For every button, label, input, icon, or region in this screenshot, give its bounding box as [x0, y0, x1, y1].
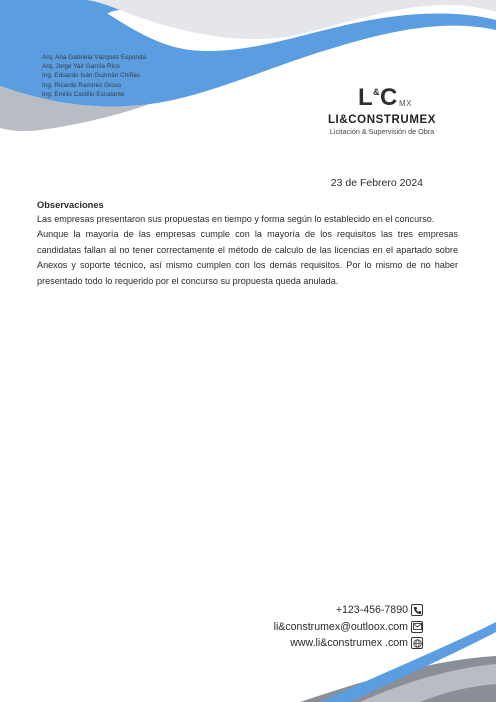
staff-name: Ing. Emilio Castillo Escalante	[42, 90, 125, 98]
company-logo	[320, 86, 444, 136]
logo-monogram	[320, 86, 444, 112]
logo-mx: MX	[399, 99, 412, 108]
logo-ampersand: &	[373, 87, 380, 97]
staff-list	[42, 53, 146, 99]
contact-website[interactable]: www.li&construmex .com	[290, 637, 408, 650]
letter-body	[37, 199, 458, 289]
company-name: LI&CONSTRUMEX	[327, 114, 437, 126]
section-heading: Observaciones	[37, 200, 104, 210]
contact-email[interactable]: li&construmex@outloox.com	[273, 620, 408, 633]
letter-date: 23 de Febrero 2024	[330, 177, 423, 189]
contact-phone[interactable]: +123-456-7890	[335, 604, 408, 617]
body-paragraph: Aunque la mayoría de las empresas cumple con la mayoría de los requisitos las tres empresas candidatas fallan al no tener correctamente el método de calculo de las licencias en el apartado sobre Anexos y soporte técnico, así mismo cumplen con los demás requisitos. Por lo mismo de no haber presentado todo lo requerido por el concurso su propuesta queda anulada.	[37, 229, 458, 286]
staff-name: Ing. Eduardo Iván Guzmán Chiñas	[42, 72, 141, 80]
body-paragraph: Las empresas presentaron sus propuestas en tiempo y forma según lo establecido en el concurso.	[37, 214, 435, 224]
footer-wave-decoration	[0, 612, 496, 702]
staff-name: Arq. Ana Gabriela Vázquez Esponda	[42, 54, 147, 61]
logo-letter-c: C	[380, 84, 398, 111]
logo-letter-l: L	[358, 84, 373, 111]
staff-name: Ing. Ricardo Ramírez Gross	[42, 81, 122, 89]
company-tagline: Licitación & Supervisión de Obra	[329, 127, 435, 136]
staff-name: Arq. Jorge Yair García Ríos	[42, 63, 120, 71]
